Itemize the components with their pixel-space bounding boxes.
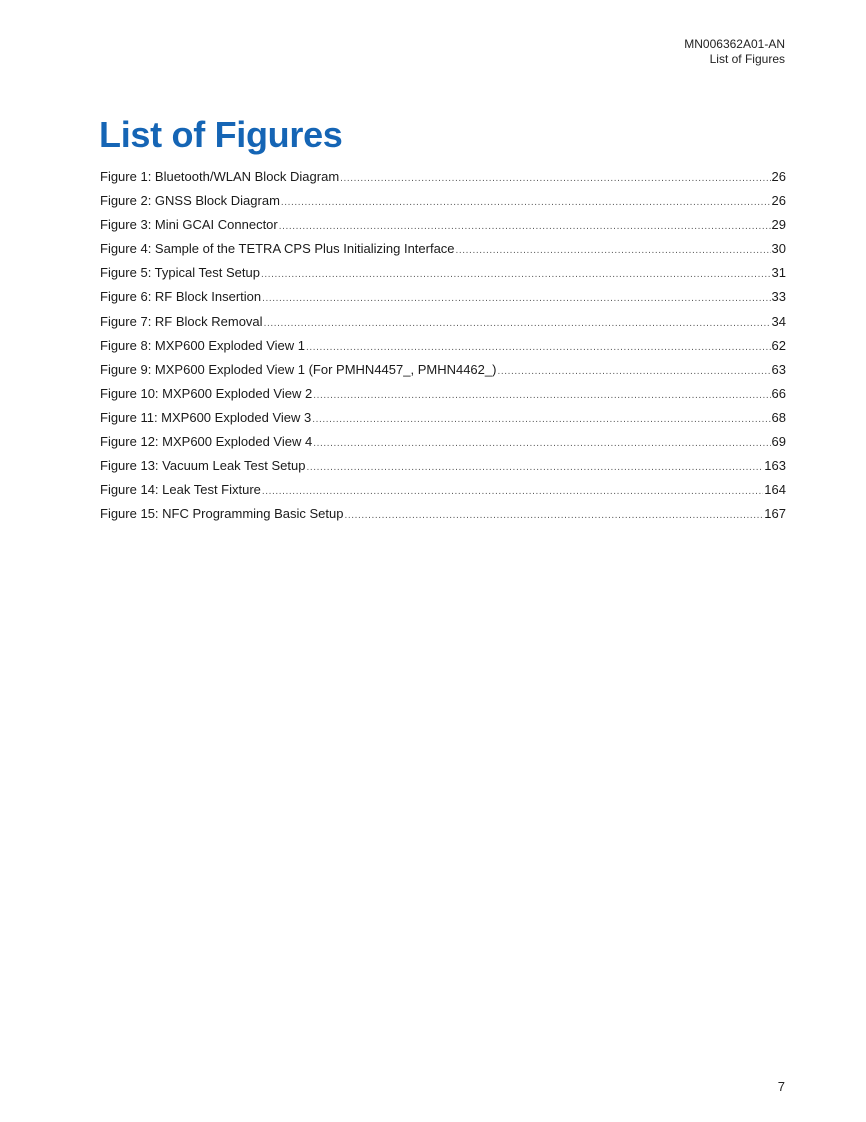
- toc-entry-label[interactable]: Figure 3: Mini GCAI Connector: [100, 217, 278, 233]
- toc-dot-leader: [312, 410, 770, 430]
- toc-entry-label[interactable]: Figure 8: MXP600 Exploded View 1: [100, 337, 305, 353]
- toc-dot-leader: [261, 265, 771, 285]
- toc-entry-label[interactable]: Figure 12: MXP600 Exploded View 4: [100, 434, 313, 450]
- list-of-figures: [100, 167, 786, 528]
- page-number: 7: [777, 1079, 785, 1094]
- toc-entry-label[interactable]: Figure 7: RF Block Removal: [100, 313, 263, 329]
- toc-entry-page[interactable]: 69: [771, 434, 786, 450]
- toc-entry-label[interactable]: Figure 4: Sample of the TETRA CPS Plus Initializing Interface: [100, 241, 455, 257]
- toc-dot-leader: [264, 314, 771, 334]
- toc-dot-leader: [262, 482, 763, 502]
- toc-entry-page[interactable]: 31: [771, 265, 786, 281]
- toc-entry-page[interactable]: 29: [771, 217, 786, 233]
- toc-entry[interactable]: [100, 432, 786, 456]
- toc-entry-label[interactable]: Figure 11: MXP600 Exploded View 3: [100, 409, 312, 425]
- toc-entry-page[interactable]: 167: [764, 506, 786, 522]
- toc-entry-label[interactable]: Figure 2: GNSS Block Diagram: [100, 193, 280, 209]
- toc-entry-label[interactable]: Figure 13: Vacuum Leak Test Setup: [100, 458, 306, 474]
- toc-entry[interactable]: [100, 312, 786, 336]
- toc-dot-leader: [313, 386, 770, 406]
- toc-entry[interactable]: [100, 456, 786, 480]
- toc-entry[interactable]: [100, 480, 786, 504]
- toc-entry[interactable]: [100, 167, 786, 191]
- toc-entry-page[interactable]: 163: [764, 458, 786, 474]
- toc-entry[interactable]: [100, 504, 786, 528]
- toc-entry-page[interactable]: 62: [771, 337, 786, 353]
- toc-entry-page[interactable]: 30: [771, 241, 786, 257]
- toc-entry-page[interactable]: 34: [771, 313, 786, 329]
- toc-entry[interactable]: [100, 215, 786, 239]
- toc-entry-label[interactable]: Figure 5: Typical Test Setup: [100, 265, 260, 281]
- toc-dot-leader: [456, 241, 771, 261]
- toc-entry-page[interactable]: 66: [771, 385, 786, 401]
- toc-dot-leader: [262, 289, 770, 309]
- toc-entry-page[interactable]: 33: [771, 289, 786, 305]
- toc-dot-leader: [340, 169, 770, 189]
- toc-entry-page[interactable]: 164: [764, 482, 786, 498]
- toc-entry-page[interactable]: 68: [771, 409, 786, 425]
- toc-entry[interactable]: [100, 360, 786, 384]
- toc-entry-page[interactable]: 26: [771, 193, 786, 209]
- toc-dot-leader: [497, 362, 770, 382]
- toc-dot-leader: [313, 434, 770, 454]
- header-section-title: List of Figures: [709, 52, 785, 66]
- running-header: [684, 37, 785, 67]
- toc-dot-leader: [279, 217, 771, 237]
- toc-entry-page[interactable]: 63: [771, 361, 786, 377]
- toc-entry-label[interactable]: Figure 6: RF Block Insertion: [100, 289, 262, 305]
- toc-entry[interactable]: [100, 287, 786, 311]
- toc-entry-label[interactable]: Figure 15: NFC Programming Basic Setup: [100, 506, 344, 522]
- toc-entry[interactable]: [100, 408, 786, 432]
- toc-dot-leader: [306, 338, 771, 358]
- page-title: List of Figures: [99, 114, 343, 155]
- toc-dot-leader: [281, 193, 771, 213]
- toc-entry[interactable]: [100, 336, 786, 360]
- toc-entry-label[interactable]: Figure 1: Bluetooth/WLAN Block Diagram: [100, 169, 340, 184]
- toc-dot-leader: [306, 458, 763, 478]
- toc-entry-label[interactable]: Figure 9: MXP600 Exploded View 1 (For PMHN4457_, PMHN4462_): [100, 361, 497, 377]
- toc-dot-leader: [344, 506, 763, 526]
- toc-entry-label[interactable]: Figure 14: Leak Test Fixture: [100, 482, 261, 498]
- toc-entry[interactable]: [100, 191, 786, 215]
- toc-entry-page[interactable]: 26: [771, 169, 786, 184]
- toc-entry[interactable]: [100, 384, 786, 408]
- toc-entry[interactable]: [100, 239, 786, 263]
- toc-entry[interactable]: [100, 263, 786, 287]
- toc-entry-label[interactable]: Figure 10: MXP600 Exploded View 2: [100, 385, 313, 401]
- document-id: MN006362A01-AN: [684, 37, 785, 51]
